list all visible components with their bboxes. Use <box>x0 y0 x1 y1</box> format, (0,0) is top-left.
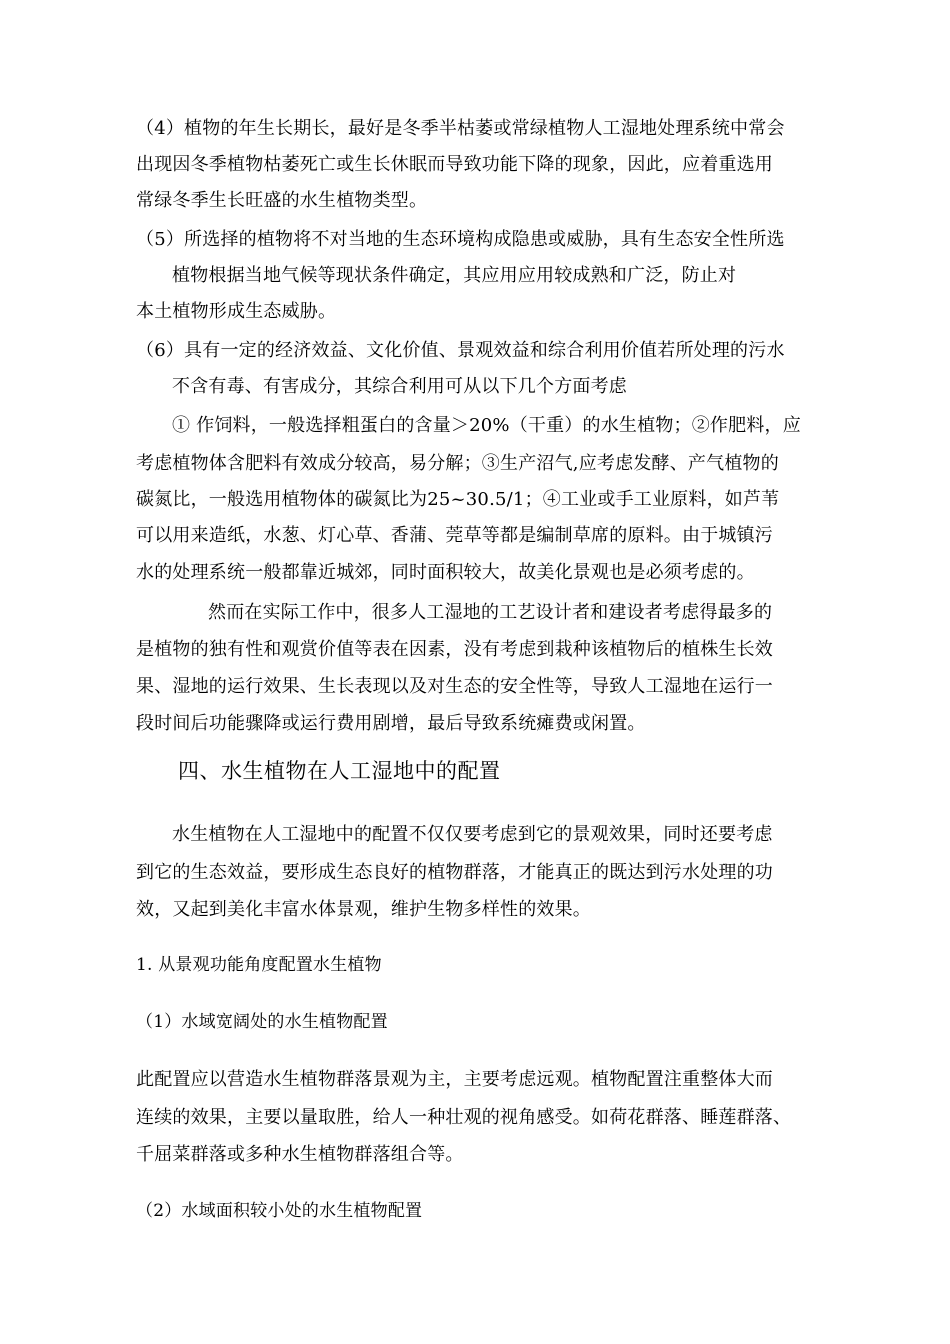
config-line-2: 到它的生态效益，要形成生态良好的植物群落，才能真正的既达到污水处理的功 <box>136 862 773 883</box>
para-4-line-2: 出现因冬季植物枯萎死亡或生长休眠而导致功能下降的现象，因此，应着重选用 <box>136 154 773 175</box>
config-line-1: 水生植物在人工湿地中的配置不仅仅要考虑到它的景观效果，同时还要考虑 <box>172 824 773 845</box>
however-line-3: 果、湿地的运行效果、生长表现以及对生态的安全性等，导致人工湿地在运行一 <box>136 676 773 697</box>
wide-line-3: 千屈菜群落或多种水生植物群落组合等。 <box>136 1144 464 1165</box>
wide-line-2: 连续的效果，主要以量取胜，给人一种壮观的视角感受。如荷花群落、睡莲群落、 <box>136 1107 792 1128</box>
uses-line-3: 碳氮比，一般选用植物体的碳氮比为25~30.5/1；④工业或手工业原料，如芦苇 <box>136 489 780 510</box>
subheading-1: 1. 从景观功能角度配置水生植物 <box>136 955 382 975</box>
however-line-2: 是植物的独有性和观赏价值等表在因素，没有考虑到栽种该植物后的植株生长效 <box>136 639 773 660</box>
para-5-line-1: （5）所选择的植物将不对当地的生态环境构成隐患或威胁，具有生态安全性所选 <box>136 229 785 250</box>
para-4-line-1: （4）植物的年生长期长，最好是冬季半枯萎或常绿植物人工湿地处理系统中常会 <box>136 118 785 139</box>
uses-line-4: 可以用来造纸，水葱、灯心草、香蒲、莞草等都是编制草席的原料。由于城镇污 <box>136 525 773 546</box>
subheading-1-2: （2）水域面积较小处的水生植物配置 <box>136 1201 423 1221</box>
however-line-4: 段时间后功能骤降或运行费用剧增，最后导致系统瘫费或闲置。 <box>136 713 646 734</box>
uses-line-5: 水的处理系统一般都靠近城郊，同时面积较大，故美化景观也是必须考虑的。 <box>136 562 755 583</box>
config-line-3: 效，又起到美化丰富水体景观，维护生物多样性的效果。 <box>136 899 591 920</box>
uses-line-1: ① 作饲料，一般选择粗蛋白的含量＞20%（干重）的水生植物；②作肥料，应 <box>172 415 801 436</box>
subheading-1-1: （1）水域宽阔处的水生植物配置 <box>136 1012 388 1032</box>
para-6-line-2: 不含有毒、有害成分，其综合利用可从以下几个方面考虑 <box>172 376 627 397</box>
para-6-line-1: （6）具有一定的经济效益、文化价值、景观效益和综合利用价值若所处理的污水 <box>136 340 785 361</box>
para-4-line-3: 常绿冬季生长旺盛的水生植物类型。 <box>136 190 428 211</box>
uses-line-2: 考虑植物体含肥料有效成分较高，易分解；③生产沼气,应考虑发酵、产气植物的 <box>136 453 779 474</box>
wide-line-1: 此配置应以营造水生植物群落景观为主，主要考虑远观。植物配置注重整体大而 <box>136 1069 773 1090</box>
section-heading-4: 四、水生植物在人工湿地中的配置 <box>178 759 501 783</box>
para-5-line-3: 本土植物形成生态威胁。 <box>136 301 337 322</box>
however-line-1: 然而在实际工作中，很多人工湿地的工艺设计者和建设者考虑得最多的 <box>208 602 773 623</box>
para-5-line-2: 植物根据当地气候等现状条件确定，其应用应用较成熟和广泛，防止对 <box>172 265 737 286</box>
